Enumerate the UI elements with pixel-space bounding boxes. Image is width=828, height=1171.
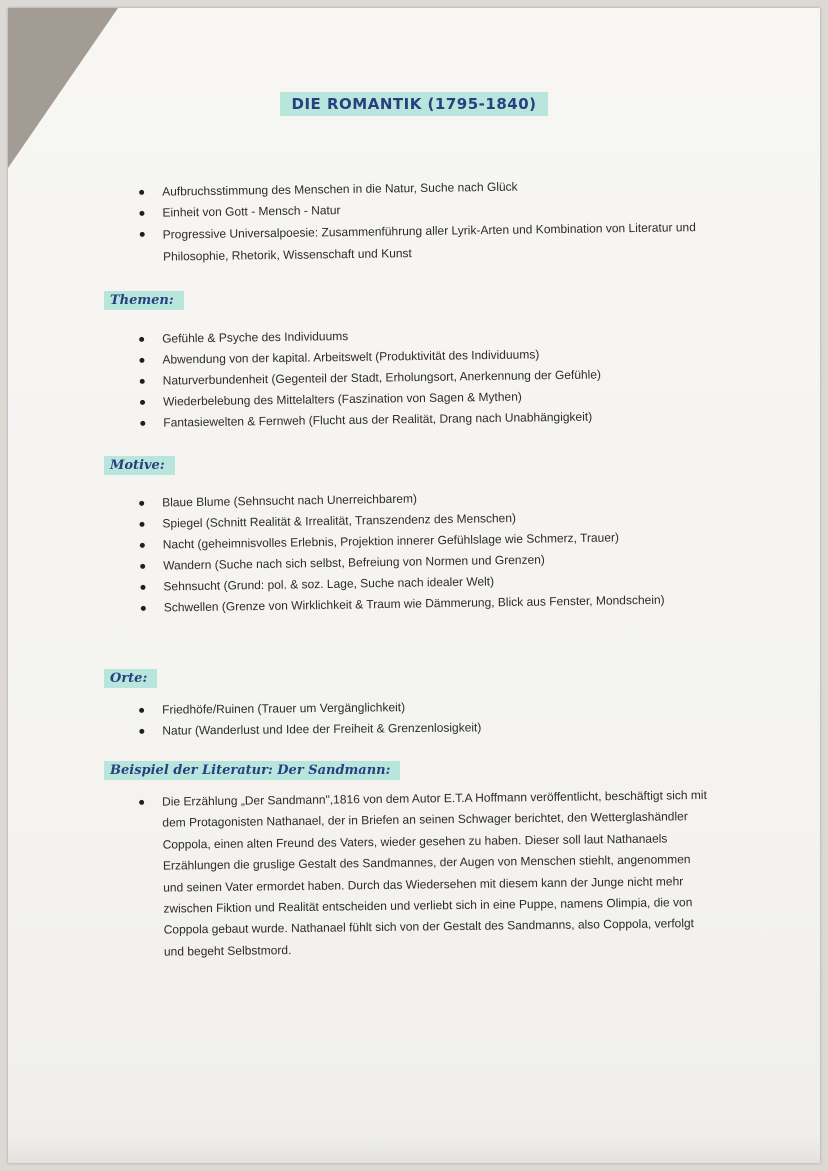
orte-list <box>132 694 712 742</box>
themen-list <box>132 321 733 434</box>
list-item: Sehnsucht (Grund: pol. & soz. Lage, Suche nach idealer Welt) <box>133 567 743 598</box>
page-bottom-shadow <box>8 1135 820 1163</box>
list-item: Nacht (geheimnisvolles Erlebnis, Projektion innerer Gefühlslage wie Schmerz, Trauer) <box>133 525 743 556</box>
list-item: Schwellen (Grenze von Wirklichkeit & Traum wie Dämmerung, Blick aus Fenster, Mondschein) <box>134 588 744 619</box>
list-item: Naturverbundenheit (Gegenteil der Stadt, Erholungsort, Anerkennung der Gefühle) <box>133 363 733 392</box>
beispiel-heading: Beispiel der Literatur: Der Sandmann: <box>104 761 400 780</box>
list-item: Natur (Wanderlust und Idee der Freiheit & Grenzenlosigkeit) <box>132 715 712 742</box>
motive-list <box>132 483 744 619</box>
intro-list <box>132 174 733 268</box>
beispiel-paragraph: Die Erzählung „Der Sandmann",1816 von dem Autor E.T.A Hoffmann veröffentlicht, beschäftigt sich mit dem Protagonisten Nathanael, der in Briefen an seinen Schwager berichtet, den Wetterglashändler Coppola, einen alten Freund des Vaters, wieder gesehen zu haben. Dieser soll laut Nathanaels Erzählungen die gruslige Gestalt des Sandmannes, der Augen von Menschen stiehlt, angenommen und seinen Vater ermordet haben. Durch das Wiedersehen mit diesem kann der Junge nicht mehr zwischen Fiktion und Realität entscheiden und verliebt sich in eine Puppe, namens Olimpia, die von Coppola gebaut wurde. Nathanael fühlt sich von der Gestalt des Sandmanns, also Coppola, verfolgt und begeht Selbstmord. <box>132 785 714 963</box>
list-item: Friedhöfe/Ruinen (Trauer um Vergänglichkeit) <box>132 694 712 721</box>
themen-heading: Themen: <box>104 291 184 310</box>
list-item: Spiegel (Schnitt Realität & Irrealität, Transzendenz des Menschen) <box>132 504 742 535</box>
folded-corner <box>8 8 118 168</box>
beispiel-list <box>132 785 714 963</box>
page-title: DIE ROMANTIK (1795-1840) <box>280 92 549 116</box>
list-item: Wandern (Suche nach sich selbst, Befreiung von Normen und Grenzen) <box>133 546 743 577</box>
list-item: Wiederbelebung des Mittelalters (Faszination von Sagen & Mythen) <box>133 384 733 413</box>
list-item: Abwendung von der kapital. Arbeitswelt (Produktivität des Individuums) <box>132 342 732 371</box>
list-item: Gefühle & Psyche des Individuums <box>132 321 732 350</box>
list-item: Blaue Blume (Sehnsucht nach Unerreichbarem) <box>132 483 742 514</box>
list-item: Progressive Universalpoesie: Zusammenführung aller Lyrik-Arten und Kombination von Literatur und Philosophie, Rhetorik, Wissenschaft und Kunst <box>133 216 734 268</box>
list-item: Einheit von Gott - Mensch - Natur <box>132 195 732 224</box>
orte-heading: Orte: <box>104 669 157 688</box>
list-item: Aufbruchsstimmung des Menschen in die Natur, Suche nach Glück <box>132 174 732 203</box>
title-container <box>0 92 828 116</box>
motive-heading: Motive: <box>104 456 175 475</box>
list-item: Fantasiewelten & Fernweh (Flucht aus der Realität, Drang nach Unabhängigkeit) <box>133 405 733 434</box>
